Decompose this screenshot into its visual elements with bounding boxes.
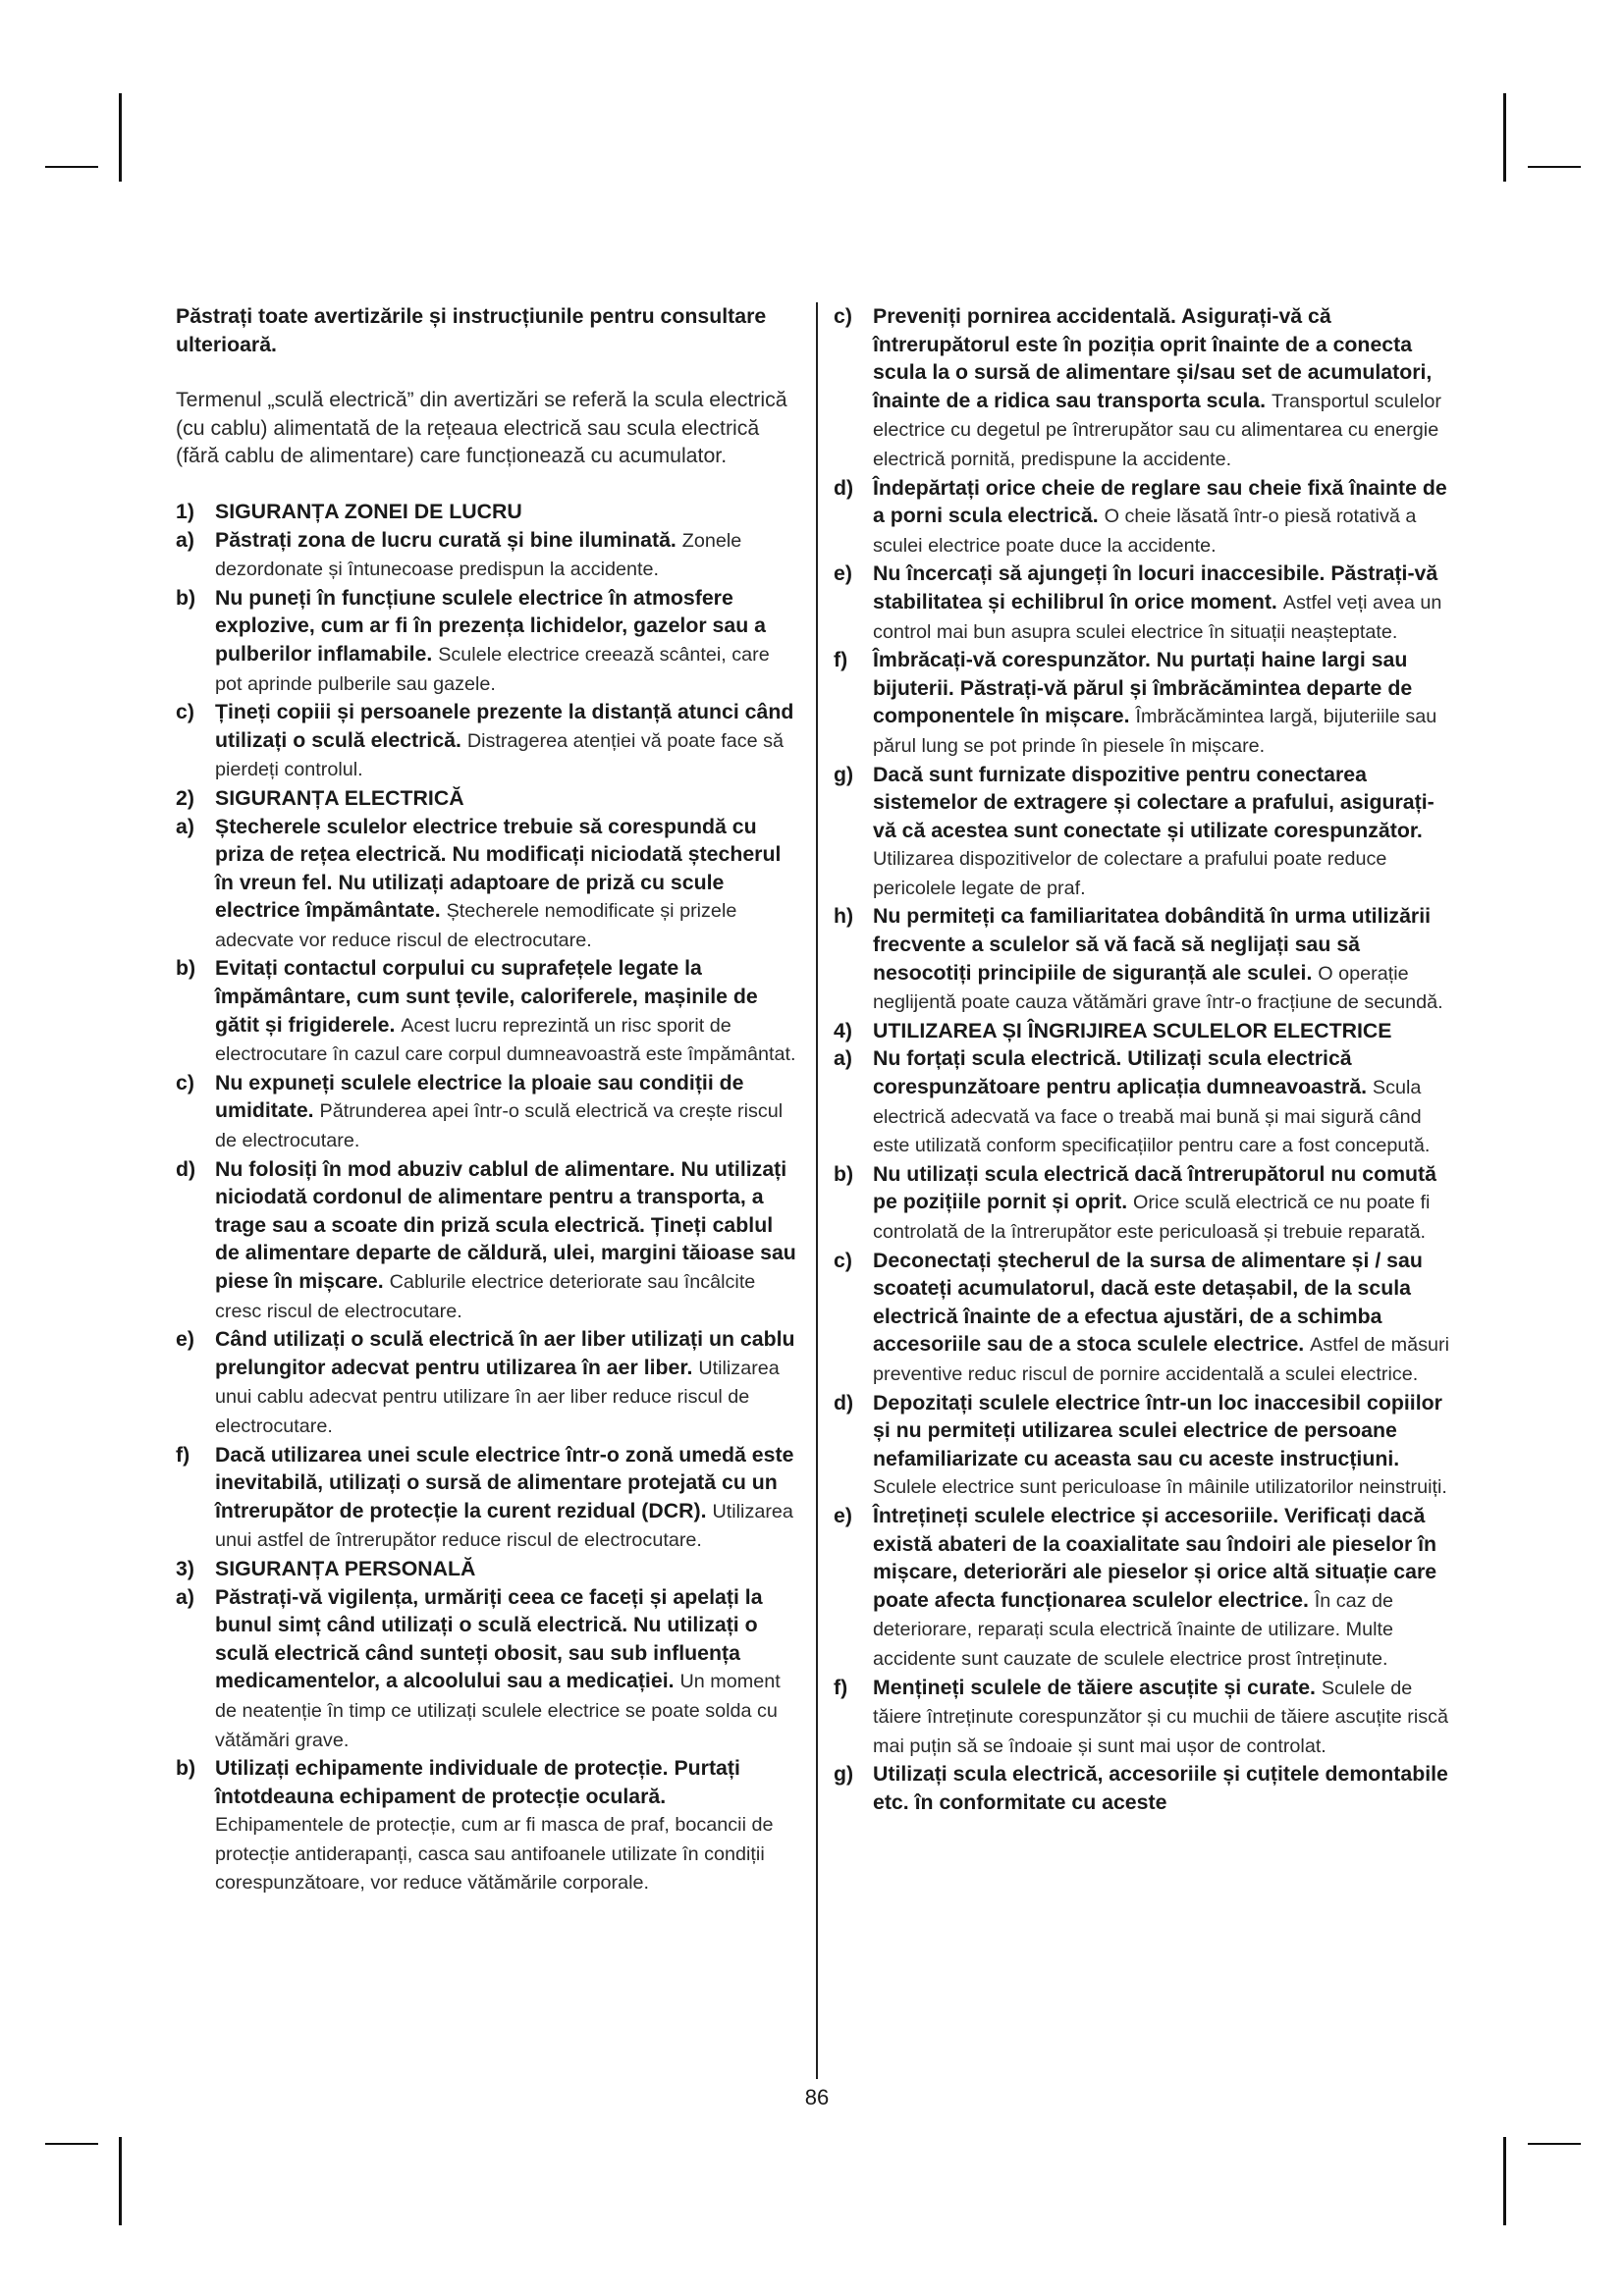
item-warning-bold: Nu expuneți sculele electrice la ploaie sau condiții de umiditate.	[215, 1070, 744, 1123]
item-letter: g)	[834, 762, 854, 786]
crop-mark-top-left-horizontal	[45, 166, 98, 168]
item-letter: b)	[834, 1161, 854, 1186]
item-letter: h)	[834, 904, 854, 929]
section-heading	[176, 784, 798, 813]
item-explanation: Transportul sculelor electrice cu degetul pe întrerupător sau cu alimentarea cu energie electrică pornită, predispune la accidente.	[873, 390, 1441, 470]
right-safety-list	[834, 302, 1454, 1817]
item-explanation: Astfel de măsuri preventive reduc riscul de pornire accidentală a sculei electrice.	[873, 1334, 1449, 1385]
item-letter: b)	[176, 956, 196, 981]
safety-item	[176, 1069, 798, 1155]
item-explanation: Un moment de neatenție în timp ce utilizați sculele electrice se poate solda cu vătămări grave.	[215, 1671, 781, 1751]
section-title: UTILIZAREA ȘI ÎNGRIJIREA SCULELOR ELECTRICE	[873, 1018, 1392, 1042]
safety-item	[834, 1160, 1454, 1247]
item-letter: d)	[176, 1156, 196, 1181]
page-number: 86	[804, 2085, 830, 2109]
item-warning-bold: Întrețineți sculele electrice și accesoriile. Verificați dacă există abateri de la coaxialitate sau îndoiri ale pieselor în mișcare, deteriorări ale pieselor și orice altă situație care poate afecta funcționarea sculelor electrice.	[873, 1503, 1437, 1612]
crop-mark-bottom-left-horizontal	[45, 2143, 98, 2145]
safety-item	[834, 1760, 1454, 1817]
crop-mark-bottom-right-vertical	[1503, 2137, 1506, 2225]
safety-item	[834, 1502, 1454, 1674]
item-explanation: Astfel veți avea un control mai bun asupra sculei electrice în situații neașteptate.	[873, 591, 1442, 643]
item-warning-bold: Îndepărtați orice cheie de reglare sau cheie fixă înainte de a porni scula electrică.	[873, 475, 1447, 528]
item-warning-bold: Deconectați ștecherul de la sursa de alimentare și / sau scoateți acumulatorul, dacă este detașabil, de la scula electrică înainte de a efectua ajustări, de a schimba accesoriile sau de a stoca sculele electrice.	[873, 1248, 1423, 1357]
item-warning-bold: Mențineți sculele de tăiere ascuțite și curate.	[873, 1675, 1316, 1699]
item-letter: c)	[176, 700, 194, 724]
safety-item	[834, 761, 1454, 903]
item-letter: b)	[176, 1756, 196, 1781]
item-warning-bold: Îmbrăcați-vă corespunzător. Nu purtați haine largi sau bijuterii. Păstrați-vă părul și îmbrăcămintea departe de componentele în mișcare.	[873, 648, 1413, 728]
item-explanation: Distragerea atenției vă poate face să pierdeți controlul.	[215, 729, 785, 781]
item-explanation: Sculele electrice sunt periculoase în mâinile utilizatorilor neinstruiți.	[873, 1476, 1447, 1499]
section-number: 3)	[176, 1556, 194, 1580]
item-letter: a)	[176, 814, 194, 838]
item-explanation: Acest lucru reprezintă un risc sporit de electrocutare în cazul care corpul dumneavoastră este împământat.	[215, 1014, 796, 1066]
item-explanation: Orice sculă electrică ce nu poate fi controlată de la întrerupător este periculoasă și trebuie reparată.	[873, 1192, 1431, 1243]
section-number: 1)	[176, 499, 194, 523]
item-explanation: Sculele de tăiere întreținute corespunzător și cu muchii de tăiere ascuțite riscă mai puțin să se îndoaie și sunt mai ușor de controlat.	[873, 1677, 1449, 1757]
item-explanation: Utilizarea unui cablu adecvat pentru utilizare în aer liber reduce riscul de electrocutare.	[215, 1357, 780, 1437]
item-explanation: Utilizarea dispozitivelor de colectare a prafului poate reduce pericolele legate de praf.	[873, 848, 1387, 899]
item-explanation: În caz de deteriorare, reparați scula electrică înainte de utilizare. Multe accidente sunt cauzate de sculele electrice prost întreținute.	[873, 1589, 1394, 1670]
item-letter: d)	[834, 475, 854, 500]
safety-item	[834, 646, 1454, 760]
safety-item	[176, 1754, 798, 1897]
item-explanation: Îmbrăcămintea largă, bijuteriile sau părul lung se pot prinde în piesele în mișcare.	[873, 706, 1437, 757]
safety-item	[176, 1155, 798, 1326]
item-letter: e)	[834, 561, 852, 586]
safety-item	[176, 1441, 798, 1555]
safety-item	[834, 1044, 1454, 1159]
item-warning-bold: Nu încercați să ajungeți în locuri inaccesibile. Păstrați-vă stabilitatea și echilibrul în orice moment.	[873, 561, 1438, 614]
section-heading	[176, 498, 798, 526]
item-letter: f)	[834, 1675, 848, 1699]
item-warning-bold: Dacă utilizarea unei scule electrice într-o zonă umedă este inevitabilă, utilizați o sursă de alimentare protejată cu un întrerupător de protecție la curent rezidual (DCR).	[215, 1442, 794, 1522]
item-warning-bold: Dacă sunt furnizate dispozitive pentru conectarea sistemelor de extragere și colectare a prafului, asigurați-vă că acestea sunt conectate și utilizate corespunzător.	[873, 762, 1435, 842]
column-divider	[816, 302, 818, 2079]
item-warning-bold: Depozitați sculele electrice într-un loc inaccesibil copiilor și nu permiteți utilizarea sculei electrice de persoane nefamiliarizate cu aceasta sau cu aceste instrucțiuni.	[873, 1390, 1442, 1470]
safety-item	[176, 526, 798, 584]
item-warning-bold: Utilizați echipamente individuale de protecție. Purtați întotdeauna echipament de protecție oculară.	[215, 1756, 740, 1808]
safety-item	[176, 1583, 798, 1755]
item-warning-bold: Ștecherele sculelor electrice trebuie să corespundă cu priza de rețea electrică. Nu modificați niciodată ștecherul în vreun fel. Nu utilizați adaptoare de priză cu scule electrice împământate.	[215, 814, 782, 923]
item-letter: a)	[834, 1046, 852, 1071]
item-warning-bold: Preveniți pornirea accidentală. Asigurați-vă că întrerupătorul este în poziția oprit înainte de a conecta scula la o sursă de alimentare și/sau set de acumulatori, înainte de a ridica sau transporta scula.	[873, 304, 1433, 412]
item-explanation: O operație neglijentă poate cauza vătămări grave într-o fracțiune de secundă.	[873, 962, 1443, 1014]
item-letter: b)	[176, 585, 196, 610]
item-warning-bold: Utilizați scula electrică, accesoriile și cuțitele demontabile etc. în conformitate cu aceste	[873, 1762, 1448, 1814]
section-heading	[834, 1017, 1454, 1045]
item-letter: c)	[176, 1070, 194, 1095]
safety-item	[834, 1389, 1454, 1502]
item-warning-bold: Când utilizați o sculă electrică în aer liber utilizați un cablu prelungitor adecvat pentru utilizarea în aer liber.	[215, 1327, 795, 1379]
item-letter: f)	[834, 648, 848, 672]
item-warning-bold: Evitați contactul corpului cu suprafețele legate la împământare, cum sunt țevile, caloriferele, mașinile de gătit și frigiderele.	[215, 956, 758, 1037]
safety-item	[834, 474, 1454, 561]
safety-item	[176, 584, 798, 698]
right-column	[834, 302, 1454, 1817]
section-title: SIGURANȚA PERSONALĂ	[215, 1556, 476, 1580]
item-letter: c)	[834, 1248, 852, 1272]
item-explanation: Utilizarea unui astfel de întrerupător reduce riscul de electrocutare.	[215, 1500, 793, 1552]
crop-mark-bottom-right-horizontal	[1528, 2143, 1581, 2145]
item-explanation: Zonele dezordonate și întunecoase predispun la accidente.	[215, 529, 742, 581]
item-explanation: Pătrunderea apei într-o sculă electrică va crește riscul de electrocutare.	[215, 1100, 784, 1152]
crop-mark-top-left-vertical	[119, 93, 122, 182]
safety-item	[176, 813, 798, 955]
item-explanation: Sculele electrice creează scântei, care pot aprinde pulberile sau gazele.	[215, 643, 770, 695]
item-warning-bold: Nu utilizați scula electrică dacă întrerupătorul nu comută pe pozițiile pornit și oprit.	[873, 1161, 1436, 1214]
item-letter: a)	[176, 1584, 194, 1609]
section-title: SIGURANȚA ELECTRICĂ	[215, 785, 464, 810]
item-letter: f)	[176, 1442, 190, 1467]
item-explanation: Echipamentele de protecție, cum ar fi masca de praf, bocancii de protecție antiderapanți, casca sau antifoanele utilizate în condiții corespunzătoare, vor reduce vătămările corporale.	[215, 1814, 774, 1895]
left-column	[176, 302, 798, 1897]
item-warning-bold: Păstrați zona de lucru curată și bine iluminată.	[215, 527, 677, 552]
safety-item	[834, 560, 1454, 646]
item-warning-bold: Nu forțați scula electrică. Utilizați scula electrică corespunzătoare pentru aplicația dumneavoastră.	[873, 1046, 1367, 1099]
item-letter: e)	[176, 1327, 194, 1352]
section-number: 4)	[834, 1018, 852, 1042]
safety-item	[834, 902, 1454, 1016]
crop-mark-top-right-vertical	[1503, 93, 1506, 182]
item-explanation: O cheie lăsată într-o piesă rotativă a sculei electrice poate duce la accidente.	[873, 506, 1417, 557]
item-letter: g)	[834, 1762, 854, 1787]
section-heading	[176, 1555, 798, 1583]
item-letter: d)	[834, 1390, 854, 1415]
safety-item	[176, 1325, 798, 1440]
item-explanation: Scula electrică adecvată va face o treabă mai bună și mai sigură când este utilizată conform specificațiilor pentru care a fost concepută.	[873, 1077, 1431, 1157]
intro-definition: Termenul „sculă electrică” din avertizări se referă la scula electrică (cu cablu) alimentată de la rețeaua electrică sau scula electrică (fără cablu de alimentare) care funcționează cu acumulator.	[176, 388, 787, 468]
item-warning-bold: Păstrați-vă vigilența, urmăriți ceea ce faceți și apelați la bunul simț când utilizați o sculă electrică. Nu utilizați o sculă electrică când sunteți obosit, sau sub influența medicamentelor, a alcoolului sau a medicației.	[215, 1584, 763, 1693]
safety-item	[176, 698, 798, 784]
section-title: SIGURANȚA ZONEI DE LUCRU	[215, 499, 522, 523]
safety-item	[834, 1674, 1454, 1761]
item-letter: e)	[834, 1503, 852, 1527]
item-explanation: Ștecherele nemodificate și prizele adecvate vor reduce riscul de electrocutare.	[215, 900, 737, 951]
intro-warning: Păstrați toate avertizările și instrucțiunile pentru consultare ulterioară.	[176, 304, 767, 356]
crop-mark-bottom-left-vertical	[119, 2137, 122, 2225]
safety-item	[176, 954, 798, 1068]
item-warning-bold: Nu puneți în funcțiune sculele electrice în atmosfere explozive, cum ar fi în prezența lichidelor, gazelor sau a pulberilor inflamabile.	[215, 585, 766, 666]
item-warning-bold: Nu folosiți în mod abuziv cablul de alimentare. Nu utilizați niciodată cordonul de alimentare pentru a transporta, a trage sau a scoate din priză scula electrică. Țineți cablul de alimentare departe de căldură, ulei, margini tăioase sau piese în mișcare.	[215, 1156, 796, 1293]
safety-item	[834, 302, 1454, 474]
item-warning-bold: Țineți copiii și persoanele prezente la distanță atunci când utilizați o sculă electrică.	[215, 700, 794, 752]
item-warning-bold: Nu permiteți ca familiaritatea dobândită în urma utilizării frecvente a sculelor să vă facă să neglijați sau să nesocotiți principiile de siguranță ale sculei.	[873, 904, 1432, 985]
crop-mark-top-right-horizontal	[1528, 166, 1581, 168]
left-safety-list	[176, 498, 798, 1897]
safety-item	[834, 1247, 1454, 1389]
item-letter: c)	[834, 304, 852, 328]
item-letter: a)	[176, 527, 194, 552]
section-number: 2)	[176, 785, 194, 810]
item-explanation: Cablurile electrice deteriorate sau încâlcite cresc riscul de electrocutare.	[215, 1271, 756, 1322]
